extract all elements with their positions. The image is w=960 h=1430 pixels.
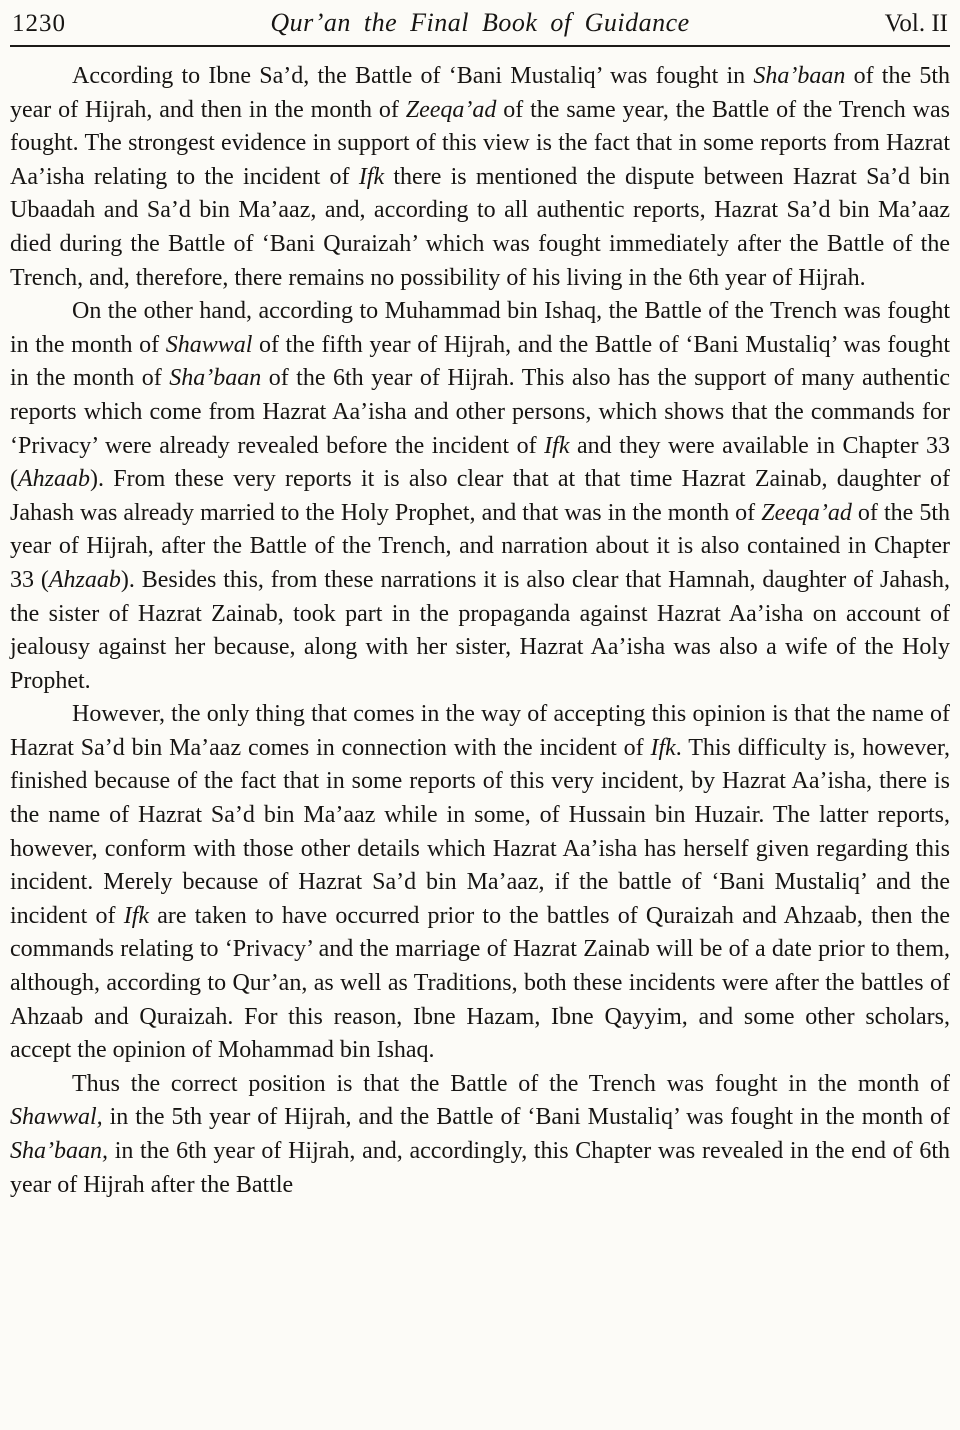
paragraph <box>10 1068 950 1202</box>
text-run: in the 6th year of Hijrah, and, accordingly, this Chapter was revealed in the end of 6th year of Hijrah after the Battle <box>10 1138 950 1198</box>
italic-text-run: Ifk <box>123 902 150 929</box>
running-title: Qur’an the Final Book of Guidance <box>270 8 690 37</box>
italic-text-run: Zeeqa’ad <box>761 499 852 526</box>
page-header <box>10 6 950 45</box>
text-run: of the 5th year of Hijrah, and then in the month of <box>10 63 951 123</box>
page-body <box>10 60 950 1202</box>
volume-label: Vol. II <box>884 10 948 37</box>
paragraph <box>10 60 950 295</box>
italic-text-run: Ahzaab <box>48 566 121 593</box>
text-run: of the 6th year of Hijrah. This also has the support of many authentic reports which come from Hazrat Aa’isha and other persons, which shows that the commands for ‘Privacy’ were already revealed before the incident of <box>10 365 950 459</box>
text-run: ). Besides this, from these narrations it is also clear that Hamnah, daughter of Jahash, the sister of Hazrat Zainab, took part in the propaganda against Hazrat Aa’isha on account of jealousy against her because, along with her sister, Hazrat Aa’isha was also a wife of the Holy Prophet. <box>10 566 950 694</box>
text-run: However, the only thing that comes in the way of accepting this opinion is that the name of Hazrat Sa’d bin Ma’aaz comes in connection with the incident of <box>10 701 950 761</box>
text-run: of the 5th year of Hijrah, after the Battle of the Trench, and narration about it is also contained in Chapter 33 ( <box>10 499 951 593</box>
text-run: of the fifth year of Hijrah, and the Battle of ‘Bani Mustaliq’ was fought in the month of <box>10 331 950 392</box>
italic-text-run: Ifk <box>358 163 385 190</box>
text-run: there is mentioned the dispute between Hazrat Sa’d bin Ubaadah and Sa’d bin Ma’aaz, and, according to all authentic reports, Hazrat Sa’d bin Ma’aaz died during the Battle of ‘Bani Quraizah’ which was fought immediately after the Battle of the Trench, and, therefore, there remains no possibility of his living in the 6th year of Hijrah. <box>10 163 950 291</box>
paragraph <box>10 295 950 698</box>
text-run: According to Ibne Sa’d, the Battle of ‘Bani Mustaliq’ was fought in <box>72 63 754 89</box>
text-run: Thus the correct position is that the Battle of the Trench was fought in the month of <box>72 1070 950 1097</box>
page-number: 1230 <box>12 10 66 37</box>
text-run: and they were available in Chapter 33 ( <box>10 432 950 493</box>
text-run: On the other hand, according to Muhammad bin Ishaq, the Battle of the Trench was fought in the month of <box>10 298 950 358</box>
italic-text-run: Sha’baan <box>753 63 846 89</box>
header-rule <box>10 45 950 47</box>
text-run: . This difficulty is, however, finished because of the fact that in some reports of this very incident, by Hazrat Aa’isha, there is the name of Hazrat Sa’d bin Ma’aaz while in some, of Hussain bin Huzair. The latter reports, however, conform with those other details which Hazrat Aa’isha has herself given regarding this incident. Merely because of Hazrat Sa’d bin Ma’aaz, if the battle of ‘Bani Mustaliq’ and the incident of <box>10 734 950 929</box>
text-run: of the same year, the Battle of the Trench was fought. The strongest evidence in support of this view is the fact that in some reports from Hazrat Aa’isha relating to the incident of <box>10 96 951 190</box>
italic-text-run: Zeeqa’ad <box>405 96 497 123</box>
italic-text-run: Ahzaab <box>18 466 90 493</box>
text-run: are taken to have occurred prior to the battles of Quraizah and Ahzaab, then the commands relating to ‘Privacy’ and the marriage of Hazrat Zainab will be of a date prior to them, although, according to Qur’an, as well as Traditions, both these incidents were after the battles of Ahzaab and Quraizah. For this reason, Ibne Hazam, Ibne Qayyim, and some other scholars, accept the opinion of Mohammad bin Ishaq. <box>10 902 951 1064</box>
italic-text-run: Sha’baan <box>169 365 262 392</box>
italic-text-run: Ifk <box>650 734 676 761</box>
italic-text-run: Sha’baan, <box>10 1138 108 1164</box>
text-run: in the 5th year of Hijrah, and the Battle of ‘Bani Mustaliq’ was fought in the month of <box>102 1104 950 1131</box>
italic-text-run: Ifk <box>544 432 570 459</box>
italic-text-run: Shawwal, <box>10 1104 103 1131</box>
paragraph <box>10 698 950 1068</box>
text-run: ). From these very reports it is also clear that at that time Hazrat Zainab, daughter of Jahash was already married to the Holy Prophet, and that was in the month of <box>10 466 950 526</box>
italic-text-run: Shawwal <box>165 331 253 358</box>
